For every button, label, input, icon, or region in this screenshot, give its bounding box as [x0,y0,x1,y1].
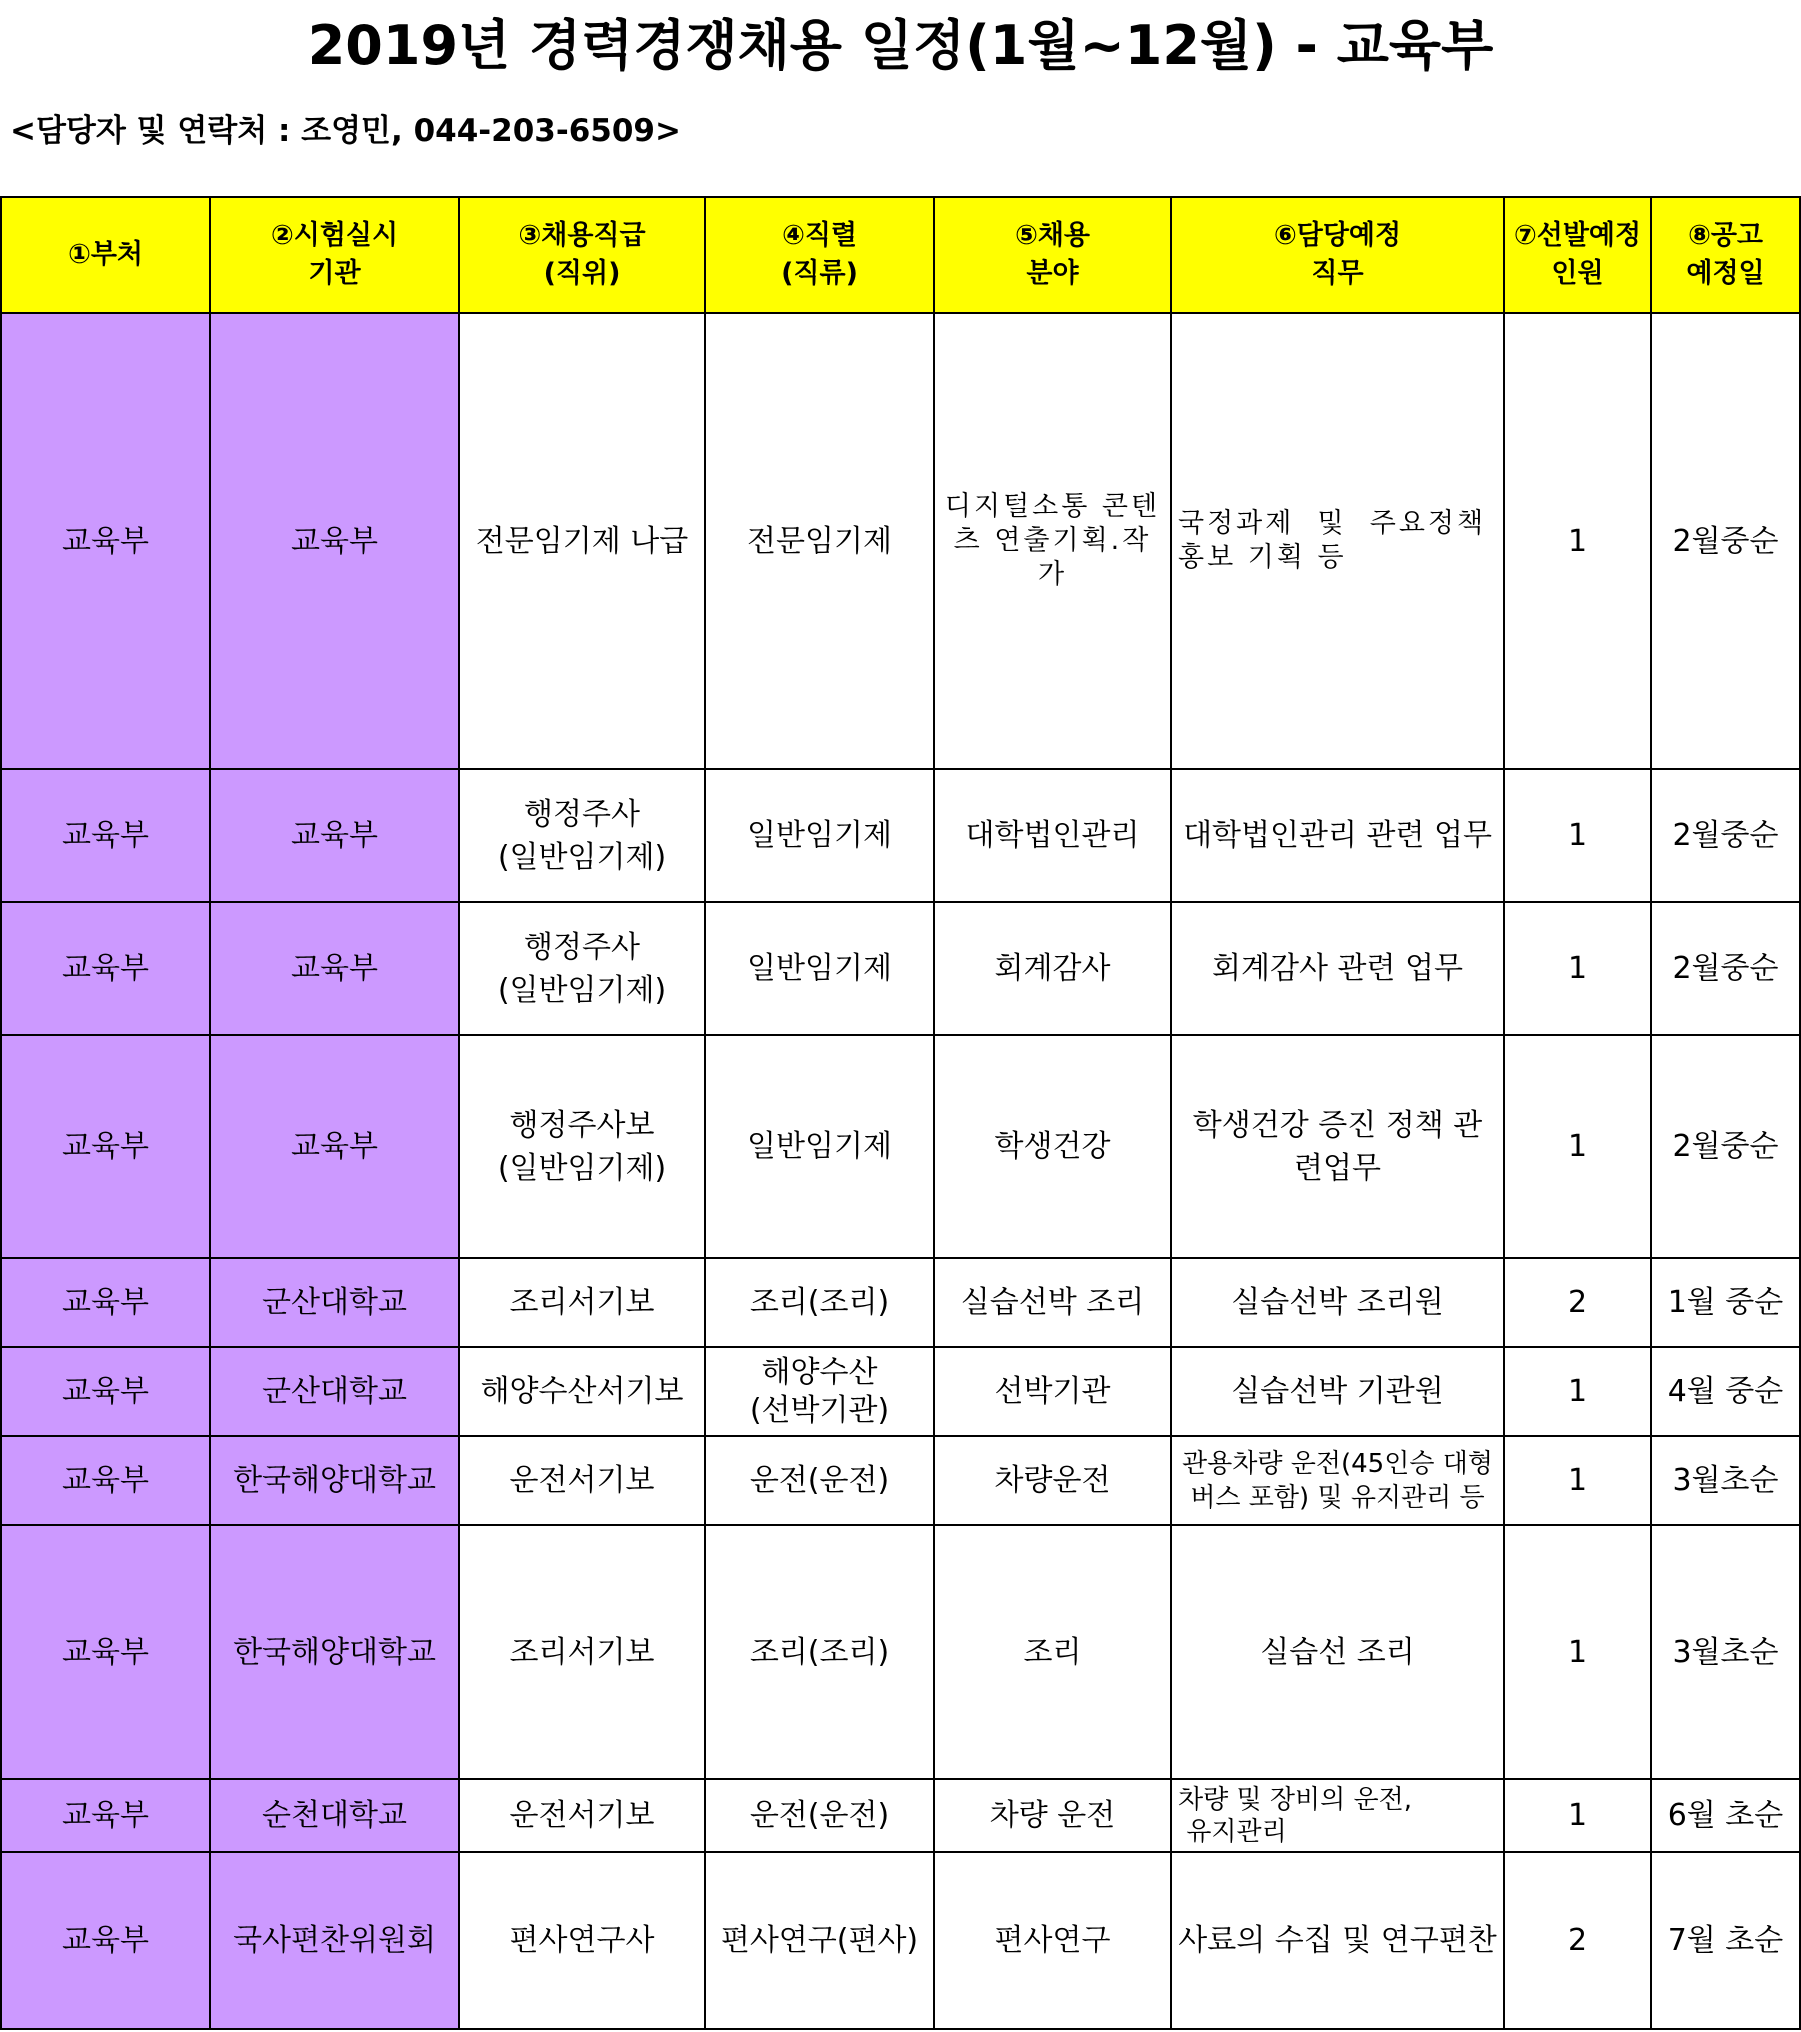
cell-duty: 대학법인관리 관련 업무 [1171,769,1504,902]
cell-dept: 교육부 [1,1035,210,1258]
cell-grade: 조리서기보 [459,1258,705,1347]
cell-count: 2 [1504,1852,1651,2029]
header-series: ④직렬 (직류) [705,197,934,313]
cell-date: 4월 중순 [1651,1347,1800,1436]
cell-grade: 행정주사보 (일반임기제) [459,1035,705,1258]
cell-count: 1 [1504,1436,1651,1525]
cell-org: 한국해양대학교 [210,1436,459,1525]
cell-field: 차량운전 [934,1436,1171,1525]
table-row [1,1258,1800,1347]
cell-dept: 교육부 [1,902,210,1035]
cell-count: 1 [1504,769,1651,902]
cell-dept: 교육부 [1,1852,210,2029]
cell-date: 3월초순 [1651,1436,1800,1525]
cell-org: 군산대학교 [210,1347,459,1436]
cell-date: 3월초순 [1651,1525,1800,1779]
cell-org: 교육부 [210,313,459,769]
cell-series: 조리(조리) [705,1258,934,1347]
header-count: ⑦선발예정 인원 [1504,197,1651,313]
header-dept: ①부처 [1,197,210,313]
cell-org: 순천대학교 [210,1779,459,1852]
cell-grade: 편사연구사 [459,1852,705,2029]
header-org: ②시험실시 기관 [210,197,459,313]
cell-dept: 교육부 [1,769,210,902]
cell-date: 2월중순 [1651,313,1800,769]
cell-grade: 운전서기보 [459,1436,705,1525]
cell-count: 1 [1504,1035,1651,1258]
cell-series: 운전(운전) [705,1779,934,1852]
cell-series: 편사연구(편사) [705,1852,934,2029]
table-row [1,769,1800,902]
cell-series: 일반임기제 [705,1035,934,1258]
cell-org: 국사편찬위원회 [210,1852,459,2029]
cell-count: 1 [1504,313,1651,769]
cell-duty: 관용차량 운전(45인승 대형 버스 포함) 및 유지관리 등 [1171,1436,1504,1525]
table-row [1,1779,1800,1852]
cell-field: 디지털소통 콘텐 츠 연출기획.작 가 [934,313,1171,769]
cell-dept: 교육부 [1,1525,210,1779]
table-row [1,313,1800,769]
cell-duty: 실습선박 기관원 [1171,1347,1504,1436]
cell-org: 한국해양대학교 [210,1525,459,1779]
cell-series: 일반임기제 [705,769,934,902]
cell-date: 2월중순 [1651,1035,1800,1258]
cell-duty: 실습선 조리 [1171,1525,1504,1779]
recruitment-table [0,196,1801,2030]
cell-series: 해양수산 (선박기관) [705,1347,934,1436]
cell-dept: 교육부 [1,1347,210,1436]
cell-field: 대학법인관리 [934,769,1171,902]
header-duty: ⑥담당예정 직무 [1171,197,1504,313]
cell-count: 1 [1504,1779,1651,1852]
table-row [1,1035,1800,1258]
cell-org: 교육부 [210,1035,459,1258]
cell-count: 1 [1504,1347,1651,1436]
header-field: ⑤채용 분야 [934,197,1171,313]
header-grade: ③채용직급 (직위) [459,197,705,313]
page-title: 2019년 경력경쟁채용 일정(1월~12월) - 교육부 [307,14,1494,77]
cell-grade: 조리서기보 [459,1525,705,1779]
cell-field: 학생건강 [934,1035,1171,1258]
cell-date: 7월 초순 [1651,1852,1800,2029]
table-row [1,1436,1800,1525]
cell-dept: 교육부 [1,313,210,769]
cell-field: 차량 운전 [934,1779,1171,1852]
header-row [1,197,1800,313]
table-row [1,1347,1800,1436]
cell-series: 일반임기제 [705,902,934,1035]
cell-series: 조리(조리) [705,1525,934,1779]
cell-date: 2월중순 [1651,902,1800,1035]
cell-org: 군산대학교 [210,1258,459,1347]
contact-info: <담당자 및 연락처 : 조영민, 044-203-6509> [10,113,681,149]
cell-series: 운전(운전) [705,1436,934,1525]
cell-duty: 회계감사 관련 업무 [1171,902,1504,1035]
cell-duty: 차량 및 장비의 운전, 유지관리 [1171,1779,1504,1852]
cell-count: 1 [1504,902,1651,1035]
table-row [1,1852,1800,2029]
cell-org: 교육부 [210,902,459,1035]
cell-grade: 행정주사 (일반임기제) [459,902,705,1035]
cell-grade: 운전서기보 [459,1779,705,1852]
cell-date: 2월중순 [1651,769,1800,902]
cell-grade: 전문임기제 나급 [459,313,705,769]
cell-dept: 교육부 [1,1258,210,1347]
cell-field: 편사연구 [934,1852,1171,2029]
header-date: ⑧공고 예정일 [1651,197,1800,313]
cell-field: 조리 [934,1525,1171,1779]
cell-count: 2 [1504,1258,1651,1347]
cell-date: 1월 중순 [1651,1258,1800,1347]
cell-field: 선박기관 [934,1347,1171,1436]
cell-date: 6월 초순 [1651,1779,1800,1852]
cell-field: 실습선박 조리 [934,1258,1171,1347]
table-row [1,1525,1800,1779]
cell-dept: 교육부 [1,1779,210,1852]
cell-count: 1 [1504,1525,1651,1779]
cell-org: 교육부 [210,769,459,902]
cell-duty: 학생건강 증진 정책 관 련업무 [1171,1035,1504,1258]
cell-duty: 사료의 수집 및 연구편찬 [1171,1852,1504,2029]
cell-duty: 국정과제 및 주요정책 홍보 기획 등 [1171,313,1504,769]
table-row [1,902,1800,1035]
cell-field: 회계감사 [934,902,1171,1035]
cell-grade: 해양수산서기보 [459,1347,705,1436]
cell-series: 전문임기제 [705,313,934,769]
cell-dept: 교육부 [1,1436,210,1525]
cell-grade: 행정주사 (일반임기제) [459,769,705,902]
cell-duty: 실습선박 조리원 [1171,1258,1504,1347]
